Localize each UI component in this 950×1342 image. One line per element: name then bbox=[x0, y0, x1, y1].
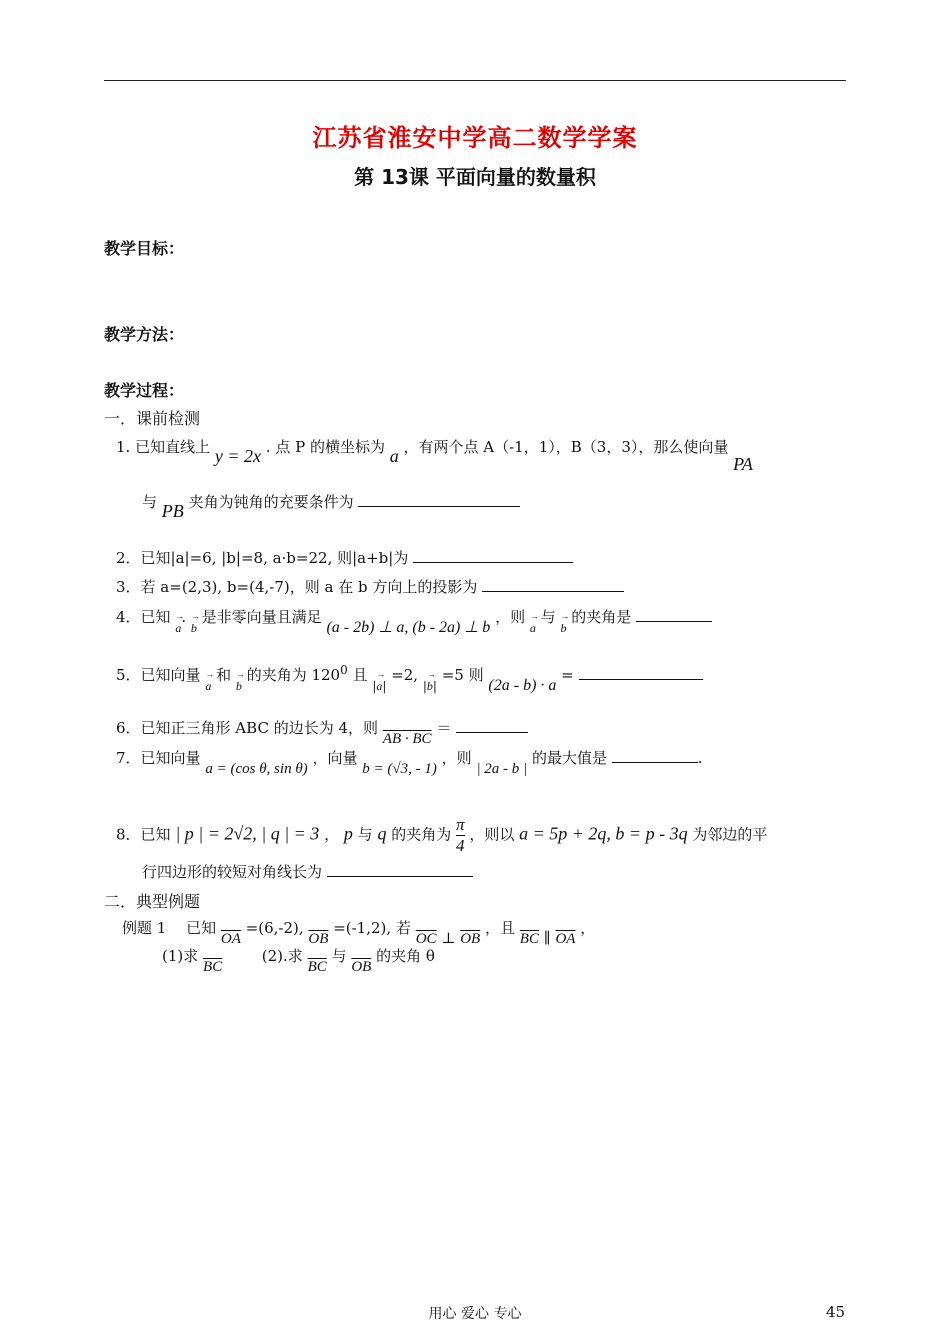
question-8-cont bbox=[142, 861, 473, 882]
q5-abs-a: |→ a| bbox=[372, 679, 386, 693]
q4-text-c: ，则 bbox=[495, 608, 526, 626]
q3-answer-blank[interactable] bbox=[482, 576, 624, 592]
q7-text-d: 的最大值是 bbox=[531, 749, 607, 767]
page-title: 江苏省淮安中学高二数学学案 bbox=[312, 124, 638, 152]
q8-text-d: 的夹角为 bbox=[391, 825, 452, 844]
part1-heading: 一．课前检测 bbox=[104, 409, 201, 428]
q2-answer-blank[interactable] bbox=[413, 547, 573, 563]
q8-definitions: a = 5p + 2q, b = p - 3q bbox=[519, 823, 688, 844]
q4-condition: (a - 2b) ⊥ a, (b - 2a) ⊥ b bbox=[326, 619, 491, 636]
q6-answer-blank[interactable] bbox=[456, 717, 528, 733]
q5-vec-a: → a bbox=[205, 679, 211, 694]
q8-text-a: 8．已知 bbox=[116, 825, 171, 844]
ex1-text-c: =(-1,2), 若 bbox=[333, 919, 411, 937]
question-4: 4．已知 → a. → b 是非零向量且满足 (a - 2b) ⊥ a, (b - 2a) ⊥ b ，则 → a 与 → b 的夹角是 bbox=[116, 606, 712, 627]
ex1-vector-oa2: $\overline{OA}$ bbox=[555, 931, 576, 947]
question-6 bbox=[116, 717, 528, 747]
q8-text-c: 与 bbox=[357, 825, 373, 844]
q5-expression: (2a - b) · a bbox=[488, 677, 557, 694]
question-2 bbox=[116, 547, 573, 568]
q8-text-h: 行四边形的较短对角线长为 bbox=[142, 863, 323, 881]
q4-answer-blank[interactable] bbox=[636, 606, 712, 622]
q5-text-b: 和 bbox=[216, 666, 232, 684]
q4-text-d: 与 bbox=[540, 608, 556, 626]
q1-vector-pa: PA bbox=[733, 454, 753, 474]
question-5 bbox=[116, 663, 703, 694]
q8-text-b: ， bbox=[324, 825, 340, 844]
q8-text-g: 为邻边的平 bbox=[692, 825, 768, 844]
q1-answer-blank[interactable] bbox=[358, 491, 520, 507]
section-process: 教学过程： bbox=[104, 381, 185, 400]
part2-heading: 二．典型例题 bbox=[104, 892, 201, 911]
q8-condition: | p | = 2√2, | q | = 3 bbox=[175, 823, 320, 844]
lesson-subtitle: 第 13课 平面向量的数量积 bbox=[354, 165, 596, 189]
question-1-cont bbox=[142, 491, 520, 521]
question-8 bbox=[116, 815, 767, 856]
q7-text-c: ，则 bbox=[441, 749, 472, 767]
q5-vec-b: → b bbox=[236, 679, 242, 694]
q1-text-b: . 点 P 的横坐标为 bbox=[265, 438, 385, 456]
q1-vector-pb: PB bbox=[161, 501, 184, 521]
q5-text-h: = bbox=[561, 666, 574, 684]
q8-var-q: q bbox=[377, 823, 387, 844]
ex1-text-a: 例题 1 已知 bbox=[122, 919, 217, 937]
ex1-vector-oa: $\overline{OA}$ bbox=[220, 931, 241, 947]
q7-text-a: 7．已知向量 bbox=[116, 749, 201, 767]
q7-vector-a: a = (cos θ, sin θ) bbox=[205, 761, 308, 777]
ex1b-vector-bc2: $\overline{BC}$ bbox=[307, 959, 327, 975]
q5-text-f: =5 则 bbox=[441, 666, 484, 684]
ex1-text-e: ， bbox=[580, 919, 596, 937]
question-1 bbox=[116, 436, 753, 474]
q4-text-a: 4．已知 bbox=[116, 608, 171, 626]
q1-variable: a bbox=[389, 446, 399, 466]
q8-answer-blank[interactable] bbox=[327, 861, 473, 877]
ex1-text-b: =(6,-2), bbox=[245, 919, 304, 937]
q7-text-b: ，向量 bbox=[312, 749, 358, 767]
q7-norm-expression: | 2a - b | bbox=[476, 761, 528, 777]
q1-text-e: 夹角为钝角的充要条件为 bbox=[188, 493, 354, 511]
ex1-vector-bc: $\overline{BC}$ bbox=[519, 931, 539, 947]
question-3 bbox=[116, 576, 624, 597]
q7-answer-blank[interactable] bbox=[612, 747, 698, 763]
q5-text-c: 的夹角为 120 bbox=[246, 666, 341, 684]
q4-vec-a2: → a bbox=[530, 621, 536, 636]
ex1-vector-oc: $\overline{OC}$ bbox=[415, 931, 437, 947]
ex1b-text-d: 的夹角 θ bbox=[376, 947, 435, 965]
q1-text-c: ，有两个点 A（-1，1），B（3，3），那么使向量 bbox=[403, 438, 729, 456]
example-1-parts bbox=[162, 945, 435, 975]
q8-var-p: p bbox=[343, 823, 353, 844]
q5-abs-b: |→ b| bbox=[423, 679, 437, 693]
q5-text-d: 且 bbox=[352, 666, 368, 684]
ex1b-vector-bc: $\overline{BC}$ bbox=[203, 959, 223, 975]
q8-angle-fraction bbox=[456, 815, 465, 856]
footer-motto: 用心 爱心 专心 bbox=[428, 1306, 522, 1322]
q5-answer-blank[interactable] bbox=[579, 664, 703, 680]
ex1b-text-a: (1)求 bbox=[162, 947, 199, 965]
q8-text-e: ，则以 bbox=[469, 825, 515, 844]
q8-frac-num: π bbox=[456, 815, 465, 834]
section-methods: 教学方法： bbox=[104, 325, 185, 344]
q4-vec-a: → a bbox=[175, 621, 181, 636]
ex1b-text-b: (2).求 bbox=[261, 947, 303, 965]
q5-text-a: 5．已知向量 bbox=[116, 666, 201, 684]
q1-line-equation: y = 2x bbox=[214, 446, 261, 466]
q5-degree: 0 bbox=[340, 663, 348, 677]
ex1-parallel-symbol: ∥ bbox=[543, 929, 551, 947]
ex1b-text-c: 与 bbox=[331, 947, 347, 965]
q4-text-e: 的夹角是 bbox=[571, 608, 632, 626]
question-7 bbox=[116, 747, 703, 777]
q6-text-a: 6．已知正三角形 ABC 的边长为 4，则 bbox=[116, 719, 379, 737]
q3-text: 3．若 a=(2,3), b=(4,-7)，则 a 在 b 方向上的投影为 bbox=[116, 578, 478, 596]
q6-expression: AB · BC bbox=[382, 731, 432, 747]
ex1-vector-ob: $\overline{OB}$ bbox=[308, 931, 329, 947]
example-1 bbox=[122, 917, 596, 947]
q8-frac-den: 4 bbox=[456, 836, 465, 855]
ex1-perp-symbol: ⊥ bbox=[441, 929, 456, 947]
q5-text-e: =2, bbox=[391, 666, 419, 684]
q1-text-a: 1. 已知直线上 bbox=[116, 438, 211, 456]
ex1-vector-ob2: $\overline{OB}$ bbox=[460, 931, 481, 947]
q6-text-b: ＝ bbox=[436, 719, 452, 737]
page-number: 45 bbox=[826, 1303, 846, 1321]
ex1-text-d: ，且 bbox=[485, 919, 516, 937]
q4-text-b: 是非零向量且满足 bbox=[201, 608, 322, 626]
q4-vec-b2: → b bbox=[560, 621, 566, 636]
q7-vector-b: b = (√3, - 1) bbox=[362, 761, 437, 777]
q1-text-d: 与 bbox=[142, 493, 158, 511]
q7-text-e: . bbox=[697, 749, 703, 767]
ex1b-vector-ob: $\overline{OB}$ bbox=[351, 959, 372, 975]
q4-vec-b: → b bbox=[191, 621, 197, 636]
q2-text: 2．已知|a|=6, |b|=8, a·b=22, 则|a+b|为 bbox=[116, 549, 409, 567]
section-goals: 教学目标： bbox=[104, 239, 185, 258]
header-rule bbox=[104, 80, 846, 81]
